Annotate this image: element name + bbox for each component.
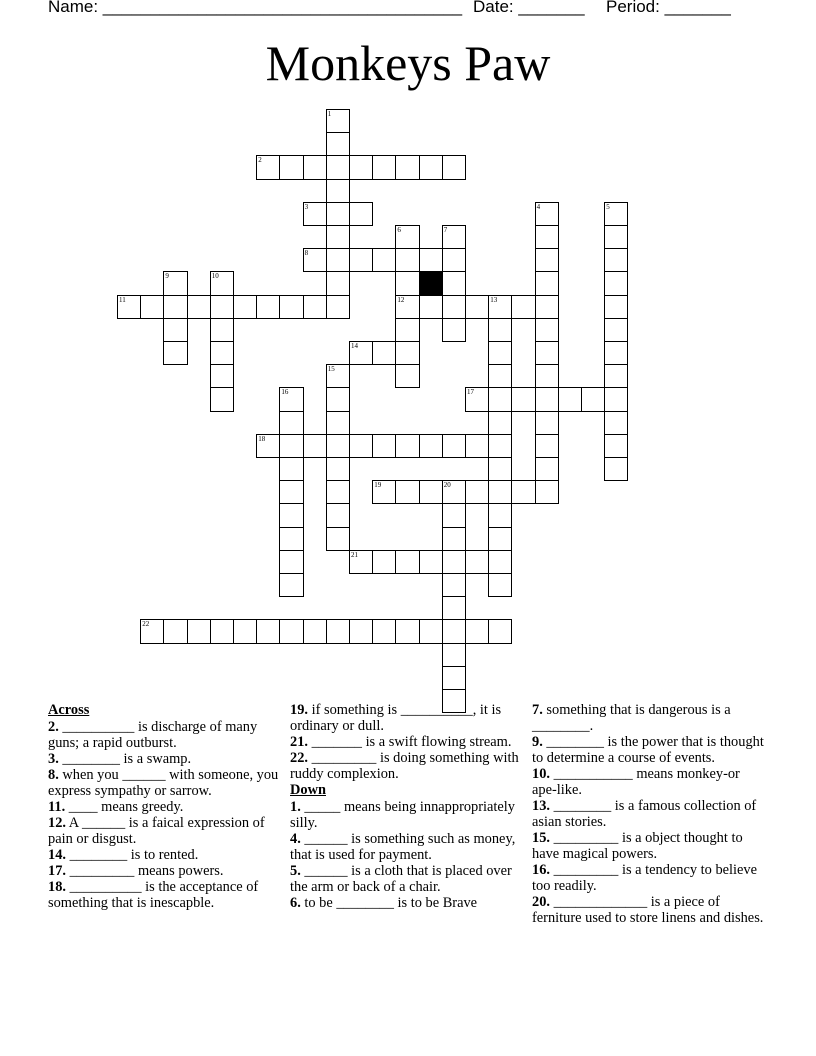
crossword-cell[interactable] bbox=[395, 225, 419, 249]
clue-number-label: 18. bbox=[48, 879, 66, 895]
crossword-cell[interactable] bbox=[279, 155, 303, 179]
crossword-cell[interactable] bbox=[465, 434, 489, 458]
clue-text: ________ is a famous collection of asian stories. bbox=[532, 798, 757, 830]
crossword-cell[interactable] bbox=[419, 619, 443, 643]
crossword-cell[interactable] bbox=[442, 573, 466, 597]
crossword-cell[interactable] bbox=[140, 295, 164, 319]
clue-number: 18 bbox=[258, 434, 266, 443]
clue-number: 21 bbox=[351, 550, 358, 559]
crossword-cell[interactable] bbox=[140, 619, 164, 643]
clue-text: _________ is a object thought to have magical powers. bbox=[532, 830, 743, 862]
clue-number-label: 12. bbox=[48, 815, 66, 831]
crossword-cell[interactable] bbox=[256, 619, 280, 643]
crossword-cell[interactable] bbox=[581, 387, 605, 411]
clue-number: 11 bbox=[119, 295, 126, 304]
crossword-cell[interactable] bbox=[279, 457, 303, 481]
crossword-cell[interactable] bbox=[604, 202, 628, 226]
crossword-cell[interactable] bbox=[279, 295, 303, 319]
crossword-cell[interactable] bbox=[326, 202, 350, 226]
crossword-cell[interactable] bbox=[326, 387, 350, 411]
crossword-cell[interactable] bbox=[395, 341, 419, 365]
crossword-cell[interactable] bbox=[558, 387, 582, 411]
clue-text: ______ is a cloth that is placed over the arm or back of a chair. bbox=[290, 863, 512, 895]
crossword-cell[interactable] bbox=[256, 434, 280, 458]
crossword-cell[interactable] bbox=[372, 619, 396, 643]
crossword-cell[interactable] bbox=[419, 155, 443, 179]
clue-number: 22 bbox=[142, 620, 150, 629]
crossword-cell[interactable] bbox=[442, 666, 466, 690]
crossword-cell[interactable] bbox=[210, 295, 234, 319]
crossword-cell[interactable] bbox=[349, 341, 373, 365]
crossword-cell[interactable] bbox=[488, 295, 512, 319]
page-title: Monkeys Paw bbox=[265, 35, 551, 91]
clue-text: ________ is the power that is thought to determine a course of events. bbox=[532, 734, 764, 766]
clue-text: if something is __________, it is ordinary or dull. bbox=[290, 702, 502, 734]
crossword-cell[interactable] bbox=[442, 295, 466, 319]
crossword-cell[interactable] bbox=[465, 619, 489, 643]
clue-text: _________ means powers. bbox=[66, 863, 224, 879]
crossword-cell[interactable] bbox=[488, 503, 512, 527]
crossword-cell[interactable] bbox=[279, 573, 303, 597]
clue-number-label: 6. bbox=[290, 895, 301, 911]
clue-text: to be ________ is to be Brave bbox=[300, 895, 478, 911]
crossword-cell[interactable] bbox=[604, 271, 628, 295]
clue-item bbox=[48, 719, 280, 751]
clue-number: 5 bbox=[606, 202, 610, 211]
crossword-cell[interactable] bbox=[511, 387, 535, 411]
crossword-cell[interactable] bbox=[535, 202, 559, 226]
clue-text: ____ means greedy. bbox=[65, 799, 184, 815]
clue-item bbox=[290, 702, 522, 734]
crossword-cell[interactable] bbox=[535, 480, 559, 504]
crossword-cell[interactable] bbox=[279, 387, 303, 411]
crossword-cell[interactable] bbox=[349, 550, 373, 574]
clue-number: 8 bbox=[304, 249, 309, 258]
crossword-cell[interactable] bbox=[442, 434, 466, 458]
crossword-cell[interactable] bbox=[372, 434, 396, 458]
crossword-cell[interactable] bbox=[326, 527, 350, 551]
crossword-cell[interactable] bbox=[210, 619, 234, 643]
clue-item bbox=[48, 863, 280, 879]
clue-text: when you ______ with someone, you express sympathy or sarrow. bbox=[48, 767, 279, 799]
crossword-cell[interactable] bbox=[372, 341, 396, 365]
crossword-cell[interactable] bbox=[395, 295, 419, 319]
crossword-cell[interactable] bbox=[372, 550, 396, 574]
crossword-cell[interactable] bbox=[233, 295, 257, 319]
crossword-cell[interactable] bbox=[187, 295, 211, 319]
crossword-cell[interactable] bbox=[303, 202, 327, 226]
clue-number-label: 9. bbox=[532, 734, 543, 750]
clue-number-label: 11. bbox=[48, 799, 66, 815]
clue-text: ___________ means monkey-or ape-like. bbox=[532, 766, 740, 798]
crossword-cell[interactable] bbox=[419, 480, 443, 504]
crossword-cell[interactable] bbox=[511, 295, 535, 319]
crossword-cell[interactable] bbox=[210, 341, 234, 365]
clue-text: _____ means being innappropriately silly. bbox=[290, 799, 516, 831]
crossword-cell[interactable] bbox=[488, 527, 512, 551]
crossword-cell[interactable] bbox=[395, 248, 419, 272]
crossword-cell[interactable] bbox=[395, 318, 419, 342]
crossword-cell[interactable] bbox=[187, 619, 211, 643]
clue-text: something that is dangerous is a ________. bbox=[532, 702, 731, 734]
crossword-cell[interactable] bbox=[535, 411, 559, 435]
crossword-cell[interactable] bbox=[465, 480, 489, 504]
crossword-cell[interactable] bbox=[465, 550, 489, 574]
clue-item bbox=[532, 702, 764, 734]
crossword-cell[interactable] bbox=[303, 248, 327, 272]
clue-item bbox=[48, 815, 280, 847]
crossword-cell[interactable] bbox=[604, 411, 628, 435]
period-field[interactable]: Period: _______ bbox=[606, 0, 731, 16]
crossword-cell[interactable] bbox=[604, 318, 628, 342]
crossword-cell[interactable] bbox=[326, 109, 350, 133]
crossword-cell[interactable] bbox=[256, 155, 280, 179]
crossword-cell[interactable] bbox=[326, 155, 350, 179]
crossword-cell[interactable] bbox=[395, 550, 419, 574]
crossword-cell[interactable] bbox=[535, 434, 559, 458]
crossword-cell[interactable] bbox=[488, 341, 512, 365]
crossword-cell[interactable] bbox=[442, 643, 466, 667]
crossword-cell[interactable] bbox=[465, 295, 489, 319]
crossword-cell[interactable] bbox=[349, 202, 373, 226]
crossword-cell[interactable] bbox=[279, 619, 303, 643]
crossword-cell[interactable] bbox=[303, 155, 327, 179]
clue-number-label: 14. bbox=[48, 847, 66, 863]
section-heading: Across bbox=[48, 702, 90, 718]
crossword-cell[interactable] bbox=[488, 364, 512, 388]
crossword-cell[interactable] bbox=[303, 295, 327, 319]
clue-number-label: 1. bbox=[290, 799, 301, 815]
section-heading: Down bbox=[290, 782, 326, 798]
clue-number-label: 17. bbox=[48, 863, 66, 879]
clue-text: ________ is a swamp. bbox=[58, 751, 192, 767]
crossword-cell[interactable] bbox=[326, 503, 350, 527]
clue-number: 17 bbox=[467, 388, 474, 397]
crossword-cell[interactable] bbox=[442, 503, 466, 527]
black-square bbox=[419, 271, 443, 295]
crossword-cell[interactable] bbox=[465, 387, 489, 411]
crossword-cell[interactable] bbox=[604, 225, 628, 249]
clue-item bbox=[532, 734, 764, 766]
crossword-cell[interactable] bbox=[419, 248, 443, 272]
crossword-cell[interactable] bbox=[279, 411, 303, 435]
clue-number: 16 bbox=[281, 388, 289, 397]
crossword-cell[interactable] bbox=[395, 155, 419, 179]
clue-item bbox=[48, 767, 280, 799]
clue-number-label: 10. bbox=[532, 766, 550, 782]
crossword-cell[interactable] bbox=[488, 573, 512, 597]
crossword-cell[interactable] bbox=[210, 364, 234, 388]
clue-number-label: 19. bbox=[290, 702, 308, 718]
clue-text: _________ is a tendency to believe too readily. bbox=[532, 862, 758, 894]
crossword-cell[interactable] bbox=[395, 480, 419, 504]
crossword-cell[interactable] bbox=[326, 619, 350, 643]
clue-text: __________ is the acceptance of something that is inescapble. bbox=[48, 879, 259, 911]
clue-text: _____________ is a piece of ferniture used to store linens and dishes. bbox=[532, 894, 764, 926]
crossword-cell[interactable] bbox=[442, 155, 466, 179]
clue-item bbox=[48, 879, 280, 911]
clue-number-label: 16. bbox=[532, 862, 550, 878]
clue-number: 15 bbox=[327, 365, 335, 374]
clue-item bbox=[290, 863, 522, 895]
crossword-cell[interactable] bbox=[419, 295, 443, 319]
crossword-cell[interactable] bbox=[279, 503, 303, 527]
clue-item bbox=[532, 798, 764, 830]
crossword-cell[interactable] bbox=[163, 295, 187, 319]
crossword-cell[interactable] bbox=[326, 179, 350, 203]
crossword-cell[interactable] bbox=[488, 411, 512, 435]
crossword-cell[interactable] bbox=[604, 457, 628, 481]
name-field[interactable]: Name: ______________________________________ bbox=[48, 0, 463, 16]
crossword-cell[interactable] bbox=[372, 155, 396, 179]
clue-number-label: 5. bbox=[290, 863, 301, 879]
clue-number-label: 15. bbox=[532, 830, 550, 846]
crossword-cell[interactable] bbox=[488, 318, 512, 342]
crossword-cell[interactable] bbox=[163, 318, 187, 342]
crossword-cell[interactable] bbox=[349, 434, 373, 458]
clue-item bbox=[532, 830, 764, 862]
crossword-cell[interactable] bbox=[488, 434, 512, 458]
clue-text: __________ is discharge of many guns; a rapid outburst. bbox=[48, 719, 258, 751]
crossword-cell[interactable] bbox=[349, 619, 373, 643]
crossword-cell[interactable] bbox=[326, 132, 350, 156]
clue-item bbox=[48, 751, 280, 767]
clue-text: A ______ is a faical expression of pain or disgust. bbox=[48, 815, 265, 847]
crossword-cell[interactable] bbox=[535, 271, 559, 295]
crossword-cell[interactable] bbox=[279, 527, 303, 551]
crossword-cell[interactable] bbox=[535, 225, 559, 249]
crossword-cell[interactable] bbox=[279, 480, 303, 504]
crossword-cell[interactable] bbox=[372, 480, 396, 504]
crossword-cell[interactable] bbox=[326, 295, 350, 319]
crossword-cell[interactable] bbox=[326, 457, 350, 481]
clue-text: ________ is to rented. bbox=[66, 847, 199, 863]
crossword-cell[interactable] bbox=[419, 434, 443, 458]
crossword-cell[interactable] bbox=[326, 271, 350, 295]
crossword-cell[interactable] bbox=[535, 318, 559, 342]
crossword-cell[interactable] bbox=[117, 295, 141, 319]
crossword-cell[interactable] bbox=[535, 364, 559, 388]
crossword-cell[interactable] bbox=[511, 480, 535, 504]
clue-text: _________ is doing something with ruddy complexion. bbox=[290, 750, 519, 782]
clue-column-2 bbox=[290, 702, 522, 911]
clue-item bbox=[532, 894, 764, 926]
crossword-cell[interactable] bbox=[395, 434, 419, 458]
clue-number: 3 bbox=[304, 202, 309, 211]
crossword-cell[interactable] bbox=[303, 434, 327, 458]
crossword-cell[interactable] bbox=[488, 480, 512, 504]
clue-column-3 bbox=[532, 702, 764, 926]
crossword-cell[interactable] bbox=[210, 271, 234, 295]
crossword-cell[interactable] bbox=[442, 271, 466, 295]
crossword-cell[interactable] bbox=[604, 364, 628, 388]
clue-number: 10 bbox=[211, 272, 219, 281]
crossword-cell[interactable] bbox=[395, 271, 419, 295]
clue-item bbox=[48, 847, 280, 863]
clue-column-1 bbox=[48, 702, 280, 911]
crossword-cell[interactable] bbox=[535, 457, 559, 481]
clue-number: 6 bbox=[397, 226, 401, 234]
crossword-cell[interactable] bbox=[256, 295, 280, 319]
crossword-cell[interactable] bbox=[604, 248, 628, 272]
clue-number-label: 22. bbox=[290, 750, 308, 766]
clue-item bbox=[290, 799, 522, 831]
clue-number-label: 2. bbox=[48, 719, 59, 735]
crossword-cell[interactable] bbox=[279, 434, 303, 458]
clue-number-label: 3. bbox=[48, 751, 59, 767]
crossword-cell[interactable] bbox=[488, 550, 512, 574]
crossword-cell[interactable] bbox=[419, 550, 443, 574]
clue-number: 9 bbox=[165, 272, 169, 281]
clue-item bbox=[290, 734, 522, 750]
crossword-cell[interactable] bbox=[395, 619, 419, 643]
clue-number: 1 bbox=[327, 110, 332, 118]
clue-number-label: 8. bbox=[48, 767, 59, 783]
crossword-cell[interactable] bbox=[210, 318, 234, 342]
clue-text: ______ is something such as money, that is used for payment. bbox=[290, 831, 516, 863]
crossword-cell[interactable] bbox=[349, 248, 373, 272]
clue-number-label: 4. bbox=[290, 831, 301, 847]
date-field[interactable]: Date: _______ bbox=[473, 0, 585, 16]
clue-item bbox=[290, 895, 522, 911]
crossword-cell[interactable] bbox=[210, 387, 234, 411]
clue-number: 7 bbox=[443, 226, 448, 234]
crossword-cell[interactable] bbox=[279, 550, 303, 574]
clue-number-label: 21. bbox=[290, 734, 308, 750]
clue-number-label: 7. bbox=[532, 702, 543, 718]
crossword-cell[interactable] bbox=[604, 341, 628, 365]
clue-text: _______ is a swift flowing stream. bbox=[308, 734, 512, 750]
crossword-cell[interactable] bbox=[442, 248, 466, 272]
crossword-cell[interactable] bbox=[535, 387, 559, 411]
crossword-cell[interactable] bbox=[326, 434, 350, 458]
clue-item bbox=[290, 831, 522, 863]
crossword-cell[interactable] bbox=[303, 619, 327, 643]
crossword-cell[interactable] bbox=[442, 225, 466, 249]
clue-number: 13 bbox=[490, 295, 498, 304]
crossword-cell[interactable] bbox=[604, 434, 628, 458]
crossword-cell[interactable] bbox=[349, 155, 373, 179]
crossword-cell[interactable] bbox=[163, 271, 187, 295]
crossword-cell[interactable] bbox=[488, 387, 512, 411]
crossword-cell[interactable] bbox=[326, 480, 350, 504]
clue-item bbox=[532, 862, 764, 894]
crossword-cell[interactable] bbox=[326, 225, 350, 249]
crossword-cell[interactable] bbox=[442, 318, 466, 342]
clue-item bbox=[290, 750, 522, 782]
clue-number: 12 bbox=[397, 295, 405, 304]
crossword-cell[interactable] bbox=[442, 550, 466, 574]
crossword-cell[interactable] bbox=[604, 387, 628, 411]
clue-number: 19 bbox=[374, 481, 382, 490]
crossword-cell[interactable] bbox=[163, 341, 187, 365]
clue-item bbox=[48, 799, 280, 815]
crossword-cell[interactable] bbox=[326, 411, 350, 435]
crossword-cell[interactable] bbox=[535, 248, 559, 272]
crossword-cell[interactable] bbox=[326, 364, 350, 388]
crossword-cell[interactable] bbox=[326, 248, 350, 272]
crossword-cell[interactable] bbox=[395, 364, 419, 388]
clue-number: 14 bbox=[351, 342, 358, 350]
clue-number: 4 bbox=[536, 202, 541, 211]
crossword-cell[interactable] bbox=[442, 619, 466, 643]
crossword-cell[interactable] bbox=[535, 341, 559, 365]
crossword-cell[interactable] bbox=[442, 596, 466, 620]
crossword-cell[interactable] bbox=[604, 295, 628, 319]
clue-number-label: 20. bbox=[532, 894, 550, 910]
crossword-cell[interactable] bbox=[233, 619, 257, 643]
clue-number-label: 13. bbox=[532, 798, 550, 814]
crossword-cell[interactable] bbox=[442, 527, 466, 551]
crossword-cell[interactable] bbox=[163, 619, 187, 643]
clue-item bbox=[532, 766, 764, 798]
clue-number: 20 bbox=[443, 481, 451, 490]
crossword-cell[interactable] bbox=[488, 457, 512, 481]
clue-number: 2 bbox=[258, 156, 262, 165]
crossword-cell[interactable] bbox=[535, 295, 559, 319]
crossword-cell[interactable] bbox=[488, 619, 512, 643]
crossword-cell[interactable] bbox=[372, 248, 396, 272]
crossword-cell[interactable] bbox=[442, 480, 466, 504]
